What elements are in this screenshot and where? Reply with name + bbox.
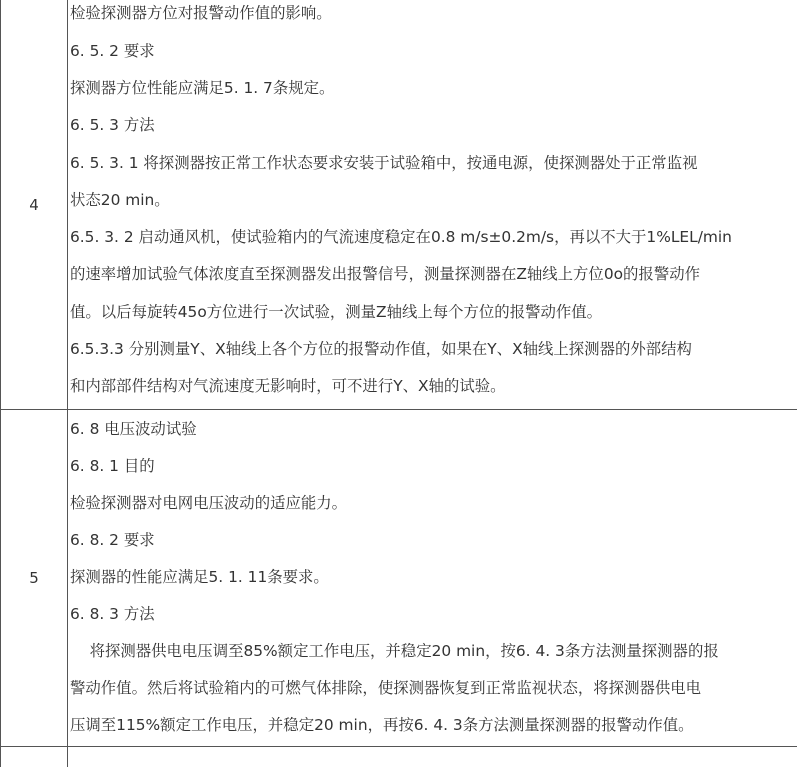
text-line: 和内部部件结构对气流速度无影响时，可不进行Y、X轴的试验。 (70, 368, 795, 405)
text-line: 将探测器供电电压调至85%额定工作电压，并稳定20 min，按6. 4. 3条方法测量探测器的报 (70, 633, 795, 670)
text-line: 探测器的性能应满足5. 1. 11条要求。 (70, 559, 795, 596)
text-line: 6.5. 3. 2 启动通风机，使试验箱内的气流速度稳定在0.8 m/s±0.2m/s，再以不大于1%LEL/min (70, 219, 795, 256)
section-heading: 6. 8. 3 方法 (70, 596, 795, 633)
table-row-4 (1, 0, 797, 410)
row-content (68, 410, 797, 747)
text-line: 6. 5. 3. 1 将探测器按正常工作状态要求安装于试验箱中，按通电源，使探测器处于正常监视 (70, 145, 795, 182)
row-number: 4 (1, 0, 68, 410)
section-heading: 6. 5. 3 方法 (70, 107, 795, 144)
row-number: 5 (1, 410, 68, 747)
text-line: 警动作值。然后将试验箱内的可燃气体排除，使探测器恢复到正常监视状态，将探测器供电电 (70, 670, 795, 707)
text-line: 检验探测器对电网电压波动的适应能力。 (70, 485, 795, 522)
section-heading: 6. 8 电压波动试验 (70, 411, 795, 448)
section-heading: 6. 8. 2 要求 (70, 522, 795, 559)
row-content (68, 0, 797, 410)
text-line: 的速率增加试验气体浓度直至探测器发出报警信号，测量探测器在Z轴线上方位0o的报警动作 (70, 256, 795, 293)
section-heading: 6. 5. 2 要求 (70, 33, 795, 70)
section-heading: 6. 8. 1 目的 (70, 448, 795, 485)
text-line: 探测器方位性能应满足5. 1. 7条规定。 (70, 70, 795, 107)
text-line: 压调至115%额定工作电压，并稳定20 min，再按6. 4. 3条方法测量探测器的报警动作值。 (70, 707, 795, 744)
text-line: 状态20 min。 (70, 182, 795, 219)
text-line: 值。以后每旋转45o方位进行一次试验，测量Z轴线上每个方位的报警动作值。 (70, 294, 795, 331)
text-line: 6.5.3.3 分别测量Y、X轴线上各个方位的报警动作值，如果在Y、X轴线上探测器的外部结构 (70, 331, 795, 368)
text-line: 检验探测器方位对报警动作值的影响。 (70, 0, 795, 33)
table-row-5 (1, 410, 797, 747)
